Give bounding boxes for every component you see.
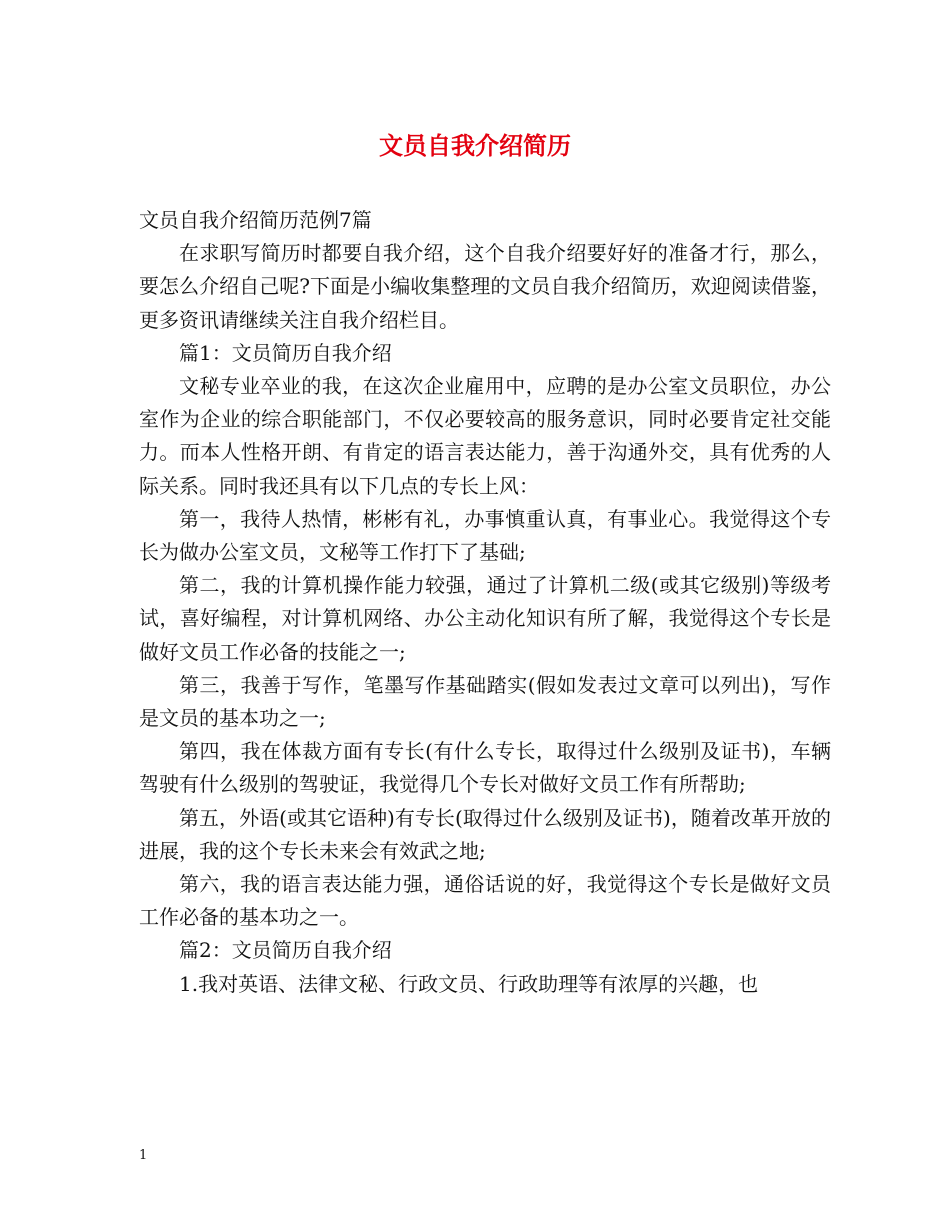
paragraph: 第二，我的计算机操作能力较强，通过了计算机二级(或其它级别)等级考试，喜好编程，对计算机网络、办公主动化知识有所了解，我觉得这个专长是做好文员工作必备的技能之一; (139, 573, 831, 664)
paragraph: 第三，我善于写作，笔墨写作基础踏实(假如发表过文章可以列出)，写作是文员的基本功之一; (139, 672, 831, 731)
paragraph: 第一，我待人热情，彬彬有礼，办事慎重认真，有事业心。我觉得这个专长为做办公室文员，文秘等工作打下了基础; (139, 506, 831, 565)
paragraph: 篇2：文员简历自我介绍 (179, 938, 392, 963)
document-title: 文员自我介绍简历 (379, 131, 571, 160)
page-number: 1 (139, 1148, 148, 1163)
paragraph: 第四，我在体裁方面有专长(有什么专长，取得过什么级别及证书)，车辆驾驶有什么级别的驾驶证，我觉得几个专长对做好文员工作有所帮助; (139, 739, 831, 797)
paragraph: 文秘专业卒业的我，在这次企业雇用中，应聘的是办公室文员职位，办公室作为企业的综合职能部门，不仅必要较高的服务意识，同时必要肯定社交能力。而本人性格开朗、有肯定的语言表达能力，善于沟通外交，具有优秀的人际关系。同时我还具有以下几点的专长上风： (139, 374, 831, 498)
paragraph: 篇1：文员简历自我介绍 (179, 340, 392, 365)
paragraph: 第六，我的语言表达能力强，通俗话说的好，我觉得这个专长是做好文员工作必备的基本功之一。 (139, 872, 831, 930)
paragraph: 文员自我介绍简历范例7篇 (139, 208, 372, 232)
paragraph: 第五，外语(或其它语种)有专长(取得过什么级别及证书)，随着改革开放的进展，我的这个专长未来会有效武之地; (139, 805, 831, 863)
paragraph: 1.我对英语、法律文秘、行政文员、行政助理等有浓厚的兴趣，也 (179, 971, 759, 996)
document-body (139, 204, 831, 1001)
paragraph: 在求职写简历时都要自我介绍，这个自我介绍要好好的准备才行，那么，要怎么介绍自己呢?下面是小编收集整理的文员自我介绍简历，欢迎阅读借鉴，更多资讯请继续关注自我介绍栏目。 (139, 241, 831, 332)
